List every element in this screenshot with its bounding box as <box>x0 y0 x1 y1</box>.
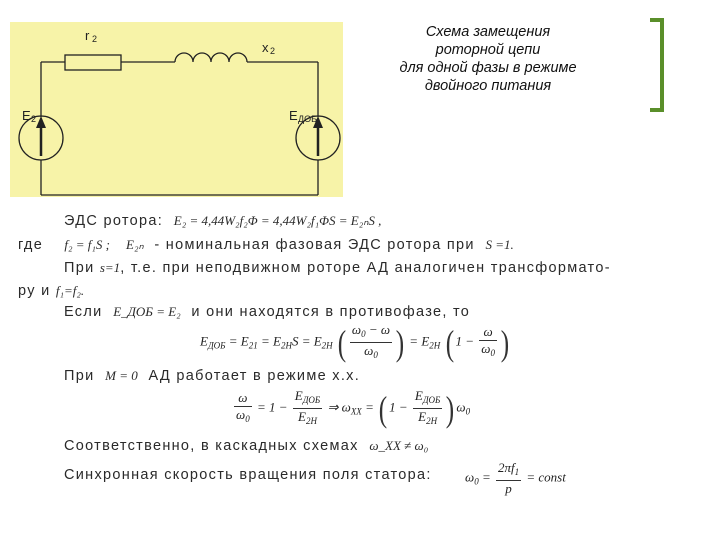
equation-omega: $\frac{\omega}{\omega_0}$ = 1 − $\frac{E_{ДОБ}}{E_{2Н}}$ ⇒ $\omega_{XX}$ = ( 1 − $\frac{E_{ДОБ}}{E_{2Н}}$ ) $\omega_0$ <box>236 388 471 429</box>
diagram-caption <box>370 23 606 95</box>
slide-bracket-decoration <box>650 18 664 112</box>
label-x2: x <box>262 40 269 55</box>
text-line-5 <box>64 304 470 320</box>
caption-line: роторной цепи <box>435 42 541 58</box>
emf-formula: E₂ = 4,44W₂f₂Φ = 4,44W₂f₁ΦS = E₂ₙS , <box>173 213 382 228</box>
label-e2-sub: 2 <box>31 114 37 124</box>
text-span: Синхронная скорость вращения поля статора: <box>64 467 432 483</box>
equation-sync-speed: $\omega_0$ = $\frac{2\pi f_1}{p}$ = const <box>465 460 566 496</box>
text-span: и они находятся в противофазе, то <box>191 304 471 320</box>
text-span: При <box>64 260 95 276</box>
edob-formula: E_ДОБ = E₂ <box>113 304 181 319</box>
freq-equality: f₁=f₂. <box>55 283 85 298</box>
caption-line: Схема замещения <box>425 24 551 40</box>
circuit-svg <box>10 22 343 197</box>
label-r2: r <box>85 28 90 43</box>
text-line-10 <box>64 467 432 483</box>
freq-formula: f₂ = f₁S ; <box>64 237 111 252</box>
label-e2: E <box>22 108 31 123</box>
slip-formula: s=1 <box>99 260 121 275</box>
where-label: где <box>18 237 44 253</box>
text-span: ру и <box>18 283 51 299</box>
caption-line: для одной фазы в режиме <box>399 60 577 76</box>
torque-formula: M = 0 <box>105 368 138 383</box>
text-line-7 <box>64 368 360 384</box>
label-x2-sub: 2 <box>270 46 276 56</box>
circuit-diagram <box>10 22 343 197</box>
slip-value: S =1. <box>485 237 514 252</box>
text-line-1 <box>64 213 381 229</box>
text-span: При <box>64 368 95 384</box>
label-r2-sub: 2 <box>92 34 98 44</box>
text-span: Если <box>64 304 103 320</box>
text-line-4 <box>18 283 84 299</box>
text-span: АД работает в режиме х.х. <box>148 368 361 384</box>
caption-line: двойного питания <box>424 78 552 94</box>
idle-speed-formula: ω_XX ≠ ω₀ <box>369 438 429 453</box>
text-line-2 <box>18 237 514 253</box>
text-line-3 <box>64 260 611 276</box>
emf-label: ЭДС ротора: <box>64 213 164 229</box>
label-edob-sub: ДОБ <box>298 114 318 124</box>
text-span: Соответственно, в каскадных схемах <box>64 438 359 454</box>
label-edob: E <box>289 108 298 123</box>
equation-edob: $E_{ДОБ} = E_{21} = E_{2Н}S = E_{2Н}$ ( $\frac{\omega_0 - \omega}{\omega_0}$ ) = $E_{2Н}$ ( 1 − $\frac{\omega}{\omega_0}$ ) <box>200 322 510 363</box>
text-line-9 <box>64 438 428 454</box>
nominal-emf-symbol: E₂ₙ <box>126 237 144 252</box>
text-span: , т.е. при неподвижном роторе АД аналогичен трансформато- <box>120 260 611 276</box>
nominal-emf-text: - номинальная фазовая ЭДС ротора при <box>154 237 475 253</box>
